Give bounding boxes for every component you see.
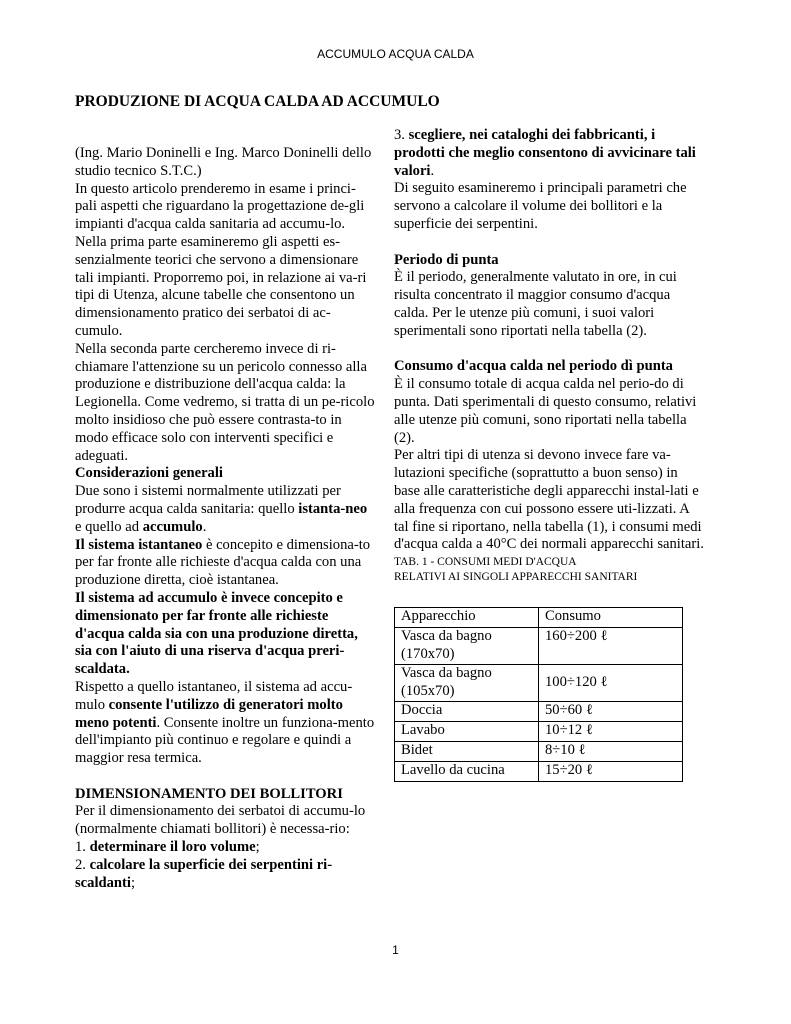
bold-run: calcolare la superficie dei serpentini ri-scaldanti [75, 856, 333, 891]
section-heading-dimensionamento: DIMENSIONAMENTO DEI BOLLITORI [75, 785, 343, 802]
spacer [75, 768, 375, 786]
table-cell-apparecchio: Lavello da cucina [395, 762, 539, 782]
table-cell-apparecchio: Doccia [395, 702, 539, 722]
table-cell-apparecchio: Bidet [395, 742, 539, 762]
consumption-table [394, 607, 683, 782]
table-cell-apparecchio: Vasca da bagno (170x70) [395, 628, 539, 665]
table-cell-apparecchio: Lavabo [395, 722, 539, 742]
table-cell-consumo: 100÷120 ℓ [539, 665, 683, 702]
bold-run: scegliere, nei cataloghi dei fabbricanti, i prodotti che meglio consentono di avvicinare tali valori [394, 127, 696, 179]
table-cell-consumo: 15÷20 ℓ [539, 762, 683, 782]
text-run: ; [130, 874, 136, 891]
paragraph-two-systems [75, 483, 375, 536]
intro-paragraph-2: Nella prima parte esamineremo gli aspetti es-senzialmente teorici che servono a dimensionare tali impianti. Proporremo poi, in relazione ai va-ri tipi di Utenza, alcune tabelle che consentono un dimensionamento pratico dei serbatoi di ac-cumulo. [75, 233, 367, 339]
text-run: ; [255, 839, 260, 856]
section-heading-consumo: Consumo d'acqua calda nel periodo dì punta [394, 358, 673, 375]
paragraph-istantaneo [75, 537, 375, 590]
table-cell-consumo: 8÷10 ℓ [539, 742, 683, 762]
table-cell-apparecchio: Vasca da bagno (105x70) [395, 665, 539, 702]
intro-paragraph-1: In questo articolo prenderemo in esame i princi-pali aspetti che riguardano la progettazione de-gli impianti d'acqua calda sanitaria ad accumu-lo. [75, 180, 365, 233]
list-item-3 [394, 127, 706, 180]
list-item-1 [75, 839, 375, 857]
table-row [395, 762, 683, 782]
table-header-cell: Consumo [539, 608, 683, 628]
table-row [395, 722, 683, 742]
text-run: 1. [75, 839, 90, 856]
text-run: . Consente inoltre un funziona-mento dell'impianto più continuo e regolare e quindi a maggior resa termica. [75, 714, 375, 767]
paragraph-rispetto [75, 679, 375, 768]
table-row [395, 742, 683, 762]
bold-run: Il sistema istantaneo [75, 536, 203, 553]
section-heading-periodo: Periodo di punta [394, 251, 499, 268]
spacer [394, 341, 706, 359]
paragraph-periodo: È il periodo, generalmente valutato in ore, in cui risulta concentrato il maggior consumo d'acqua calda. Per le utenze più comuni, i suoi valori sperimentali sono riportati nella tabella (2). [394, 269, 677, 339]
paragraph-dimensionamento: Per il dimensionamento dei serbatoi di accumu-lo (normalmente chiamati bollitori) è necessa-rio: [75, 803, 366, 838]
text-run: . [430, 162, 435, 179]
table-header-row [395, 608, 683, 628]
paragraph-accumulo: Il sistema ad accumulo è invece concepito e dimensionato per far fronte alle richieste d'acqua calda sia con una produzione diretta, sia con l'aiuto di una riserva d'acqua preri-scaldata. [75, 589, 358, 678]
page-header: ACCUMULO ACQUA CALDA [317, 47, 474, 61]
text-run: è concepito e dimensiona-to per far fronte alle richieste d'acqua calda con una produzione diretta, cioè istantanea. [75, 536, 371, 589]
caption-line: RELATIVI AI SINGOLI APPARECCHI SANITARI [394, 571, 638, 584]
text-run: Rispetto a quello istantaneo, il sistema ad accu-mulo [75, 678, 353, 713]
right-column [394, 127, 706, 782]
text-run: e quello ad [75, 518, 143, 535]
bold-run: accumulo [142, 518, 203, 535]
table-row [395, 665, 683, 702]
bold-run: determinare il loro volume [89, 839, 256, 856]
page-number: 1 [392, 943, 399, 957]
table-cell-consumo: 160÷200 ℓ [539, 628, 683, 665]
bold-run: consente l'utilizzo di generatori molto meno potenti [75, 696, 343, 731]
table-caption [394, 555, 706, 585]
caption-line: TAB. 1 - CONSUMI MEDI D'ACQUA [394, 556, 577, 569]
text-run: 3. [394, 127, 409, 143]
table-cell-consumo: 50÷60 ℓ [539, 702, 683, 722]
article-title: PRODUZIONE DI ACQUA CALDA AD ACCUMULO [75, 93, 440, 110]
left-column [75, 145, 375, 892]
text-run: 2. [75, 856, 90, 873]
section-heading-considerazioni: Considerazioni generali [75, 465, 223, 482]
text-run: . [202, 518, 207, 535]
paragraph-seguito: Di seguito esamineremo i principali parametri che servono a calcolare il volume dei bollitori e la superficie dei serpentini. [394, 180, 687, 232]
paragraph-consumo-2: Per altri tipi di utenza si devono invece fare va-lutazioni specifiche (soprattutto a buon senso) in base alle caratteristiche degli apparecchi instal-lati e alla frequenza con cui possono essere uti-lizzati. A tal fine si riportano, nella tabella (1), i consumi medi d'acqua calda a 40°C dei normali apparecchi sanitari. [394, 447, 704, 553]
table-header-cell: Apparecchio [395, 608, 539, 628]
table-row [395, 628, 683, 665]
intro-paragraph-3: Nella seconda parte cercheremo invece di ri-chiamare l'attenzione su un pericolo connesso alla produzione e distribuzione dell'acqua calda: la Legionella. Come vedremo, si tratta di un pe-ricolo molto insidioso che può essere contrasta-to in modo efficace solo con interventi specifici e adeguati. [75, 340, 375, 464]
text-run: Due sono i sistemi normalmente utilizzati per produrre acqua calda sanitaria: quello [75, 483, 341, 517]
table-row [395, 702, 683, 722]
bold-run: istanta-neo [298, 500, 368, 517]
spacer [394, 234, 706, 252]
authors: (Ing. Mario Doninelli e Ing. Marco Doninelli dello studio tecnico S.T.C.) [75, 145, 372, 179]
list-item-2 [75, 857, 375, 893]
paragraph-consumo-1: È il consumo totale di acqua calda nel perio-do di punta. Dati sperimentali di questo consumo, relativi alle utenze più comuni, sono riportati nella tabella (2). [394, 376, 697, 446]
table-cell-consumo: 10÷12 ℓ [539, 722, 683, 742]
